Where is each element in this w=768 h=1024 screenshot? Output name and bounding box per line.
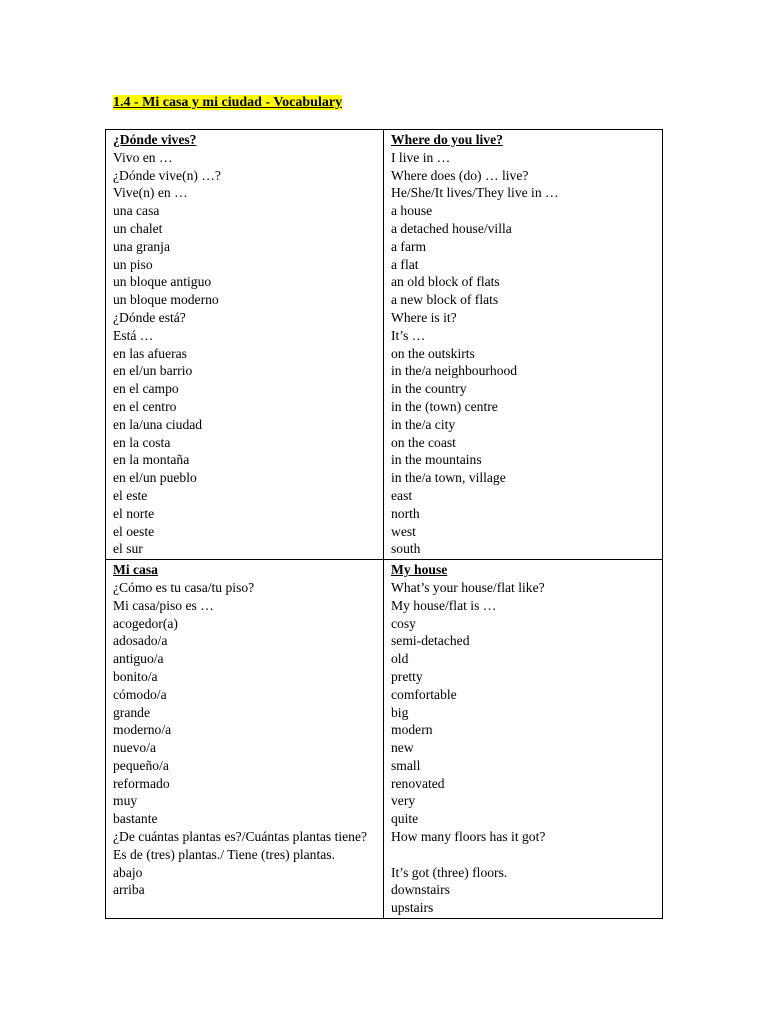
english-term: cosy bbox=[391, 615, 416, 631]
spanish-term: en el/un pueblo bbox=[113, 470, 197, 486]
spanish-term: en las afueras bbox=[113, 345, 187, 361]
english-column bbox=[384, 130, 663, 560]
english-term: Where is it? bbox=[391, 309, 457, 325]
english-term: modern bbox=[391, 722, 433, 738]
spanish-term: en la/una ciudad bbox=[113, 416, 203, 432]
document-title bbox=[113, 94, 342, 111]
spanish-term: arriba bbox=[113, 882, 145, 898]
spanish-term: un chalet bbox=[113, 220, 163, 236]
spanish-term: el oeste bbox=[113, 523, 155, 539]
spanish-term: en el/un barrio bbox=[113, 363, 193, 379]
english-term: What’s your house/flat like? bbox=[391, 579, 545, 595]
english-term: I live in … bbox=[391, 149, 451, 165]
spanish-term: en el campo bbox=[113, 381, 179, 397]
english-term: in the/a city bbox=[391, 416, 456, 432]
english-term: comfortable bbox=[391, 686, 457, 702]
section-heading-spanish: Mi casa bbox=[113, 562, 158, 578]
section-heading-spanish: ¿Dónde vives? bbox=[113, 132, 197, 147]
english-term: a detached house/villa bbox=[391, 220, 512, 236]
english-term: in the mountains bbox=[391, 452, 482, 468]
english-term: old bbox=[391, 651, 409, 667]
spanish-term: una casa bbox=[113, 203, 160, 219]
english-term: an old block of flats bbox=[391, 274, 500, 290]
vocabulary-table bbox=[105, 129, 663, 919]
english-term: south bbox=[391, 541, 421, 557]
spanish-term: bonito/a bbox=[113, 668, 158, 684]
spanish-column bbox=[106, 560, 384, 919]
spanish-term: Está … bbox=[113, 327, 154, 343]
english-term: How many floors has it got? bbox=[391, 829, 546, 845]
spanish-term: ¿Dónde está? bbox=[113, 309, 186, 325]
english-term: a house bbox=[391, 203, 433, 219]
spanish-term: un bloque antiguo bbox=[113, 274, 212, 290]
spanish-term: antiguo/a bbox=[113, 651, 164, 667]
spanish-term: Mi casa/piso es … bbox=[113, 597, 214, 613]
section-heading-english: My house bbox=[391, 562, 448, 578]
spanish-term: abajo bbox=[113, 864, 143, 880]
spanish-term: Vive(n) en … bbox=[113, 185, 188, 201]
spanish-term: el este bbox=[113, 487, 148, 503]
document-title-text: 1.4 - Mi casa y mi ciudad - Vocabulary bbox=[113, 95, 343, 110]
english-term: renovated bbox=[391, 775, 445, 791]
spanish-term: pequeño/a bbox=[113, 757, 169, 773]
english-term: on the outskirts bbox=[391, 345, 475, 361]
spanish-column bbox=[106, 130, 384, 560]
english-term: pretty bbox=[391, 668, 423, 684]
spanish-term: un bloque moderno bbox=[113, 292, 219, 308]
spanish-term: acogedor(a) bbox=[113, 615, 178, 631]
spanish-term: muy bbox=[113, 793, 138, 809]
spanish-term: en el centro bbox=[113, 398, 177, 414]
english-term: He/She/It lives/They live in … bbox=[391, 185, 559, 201]
english-term: in the country bbox=[391, 381, 467, 397]
english-term: west bbox=[391, 523, 416, 539]
english-term: semi-detached bbox=[391, 633, 470, 649]
english-term: in the/a neighbourhood bbox=[391, 363, 518, 379]
english-term: quite bbox=[391, 811, 419, 827]
spanish-term: ¿De cuántas plantas es?/Cuántas plantas tiene? bbox=[113, 829, 368, 845]
spanish-term: en la montaña bbox=[113, 452, 190, 468]
english-term: north bbox=[391, 505, 420, 521]
english-term: It’s … bbox=[391, 327, 426, 343]
section-my-house bbox=[106, 560, 663, 919]
spanish-term: cómodo/a bbox=[113, 686, 167, 702]
spanish-term: ¿Dónde vive(n) …? bbox=[113, 167, 221, 183]
spanish-term: en la costa bbox=[113, 434, 171, 450]
english-term: very bbox=[391, 793, 416, 809]
spanish-term: moderno/a bbox=[113, 722, 172, 738]
spanish-term: el norte bbox=[113, 505, 155, 521]
section-heading-english: Where do you live? bbox=[391, 132, 503, 147]
spanish-term: Vivo en … bbox=[113, 149, 173, 165]
english-term: new bbox=[391, 740, 414, 756]
english-term: big bbox=[391, 704, 409, 720]
english-term: in the (town) centre bbox=[391, 398, 498, 414]
spanish-term: adosado/a bbox=[113, 633, 168, 649]
english-term: in the/a town, village bbox=[391, 470, 506, 486]
english-term: small bbox=[391, 757, 421, 773]
spanish-term: grande bbox=[113, 704, 150, 720]
spanish-term: un piso bbox=[113, 256, 153, 272]
english-term: east bbox=[391, 487, 413, 503]
spanish-term: nuevo/a bbox=[113, 740, 157, 756]
english-term: It’s got (three) floors. bbox=[391, 864, 508, 880]
english-term: Where does (do) … live? bbox=[391, 167, 529, 183]
spanish-term: Es de (tres) plantas./ Tiene (tres) plantas. bbox=[113, 846, 335, 862]
section-where-do-you-live bbox=[106, 130, 663, 560]
english-term: upstairs bbox=[391, 900, 434, 916]
spanish-term: bastante bbox=[113, 811, 158, 827]
spanish-term: el sur bbox=[113, 541, 143, 557]
english-term: on the coast bbox=[391, 434, 456, 450]
english-term: downstairs bbox=[391, 882, 450, 898]
english-column bbox=[384, 560, 663, 919]
spanish-term: una granja bbox=[113, 238, 170, 254]
english-term: My house/flat is … bbox=[391, 597, 497, 613]
english-term: a farm bbox=[391, 238, 427, 254]
spanish-term: reformado bbox=[113, 775, 170, 791]
spanish-term: ¿Cómo es tu casa/tu piso? bbox=[113, 579, 255, 595]
english-term: a new block of flats bbox=[391, 292, 499, 308]
english-term: a flat bbox=[391, 256, 419, 272]
